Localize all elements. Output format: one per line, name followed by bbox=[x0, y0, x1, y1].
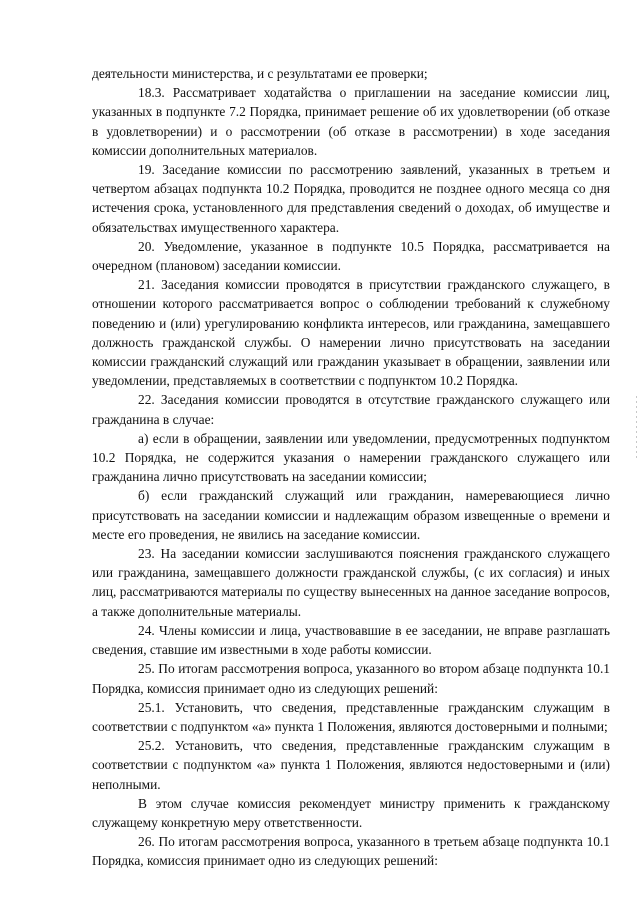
paragraph-25: 25. По итогам рассмотрения вопроса, указанного во втором абзаце подпункта 10.1 Порядка, комиссия принимает одно из следующих решений: bbox=[92, 661, 610, 696]
paragraph-continuation: деятельности министерства, и с результатами ее проверки; bbox=[92, 66, 428, 81]
paragraph-25-2: 25.2. Установить, что сведения, представленные гражданским служащим в соответствии с подпунктом «а» пункта 1 Положения, являются недостоверными и (или) неполными. bbox=[92, 738, 610, 792]
paragraph-19: 19. Заседание комиссии по рассмотрению заявлений, указанных в третьем и четвертом абзацах подпункта 10.2 Порядка, проводится не позднее одного месяца со дня истечения срока, установленного для представления сведений о доходах, об имуществе и обязательствах имущественного характера. bbox=[92, 162, 610, 235]
paragraph-18-3: 18.3. Рассматривает ходатайства о приглашении на заседание комиссии лиц, указанных в подпункте 7.2 Порядка, принимает решение об их удовлетворении (об отказе в удовлетворении) и о рассмотрении (об отказе в рассмотрении) в ходе заседания комиссии дополнительных материалов. bbox=[92, 85, 610, 158]
paragraph-22: 22. Заседания комиссии проводятся в отсутствие гражданского служащего или гражданина в случае: bbox=[92, 392, 610, 427]
document-body bbox=[92, 64, 610, 871]
paragraph-25-1: 25.1. Установить, что сведения, представленные гражданским служащим в соответствии с подпунктом «а» пункта 1 Положения, являются достоверными и полными; bbox=[92, 699, 610, 734]
paragraph-26: 26. По итогам рассмотрения вопроса, указанного в третьем абзаце подпункта 10.1 Порядка, комиссия принимает одно из следующих решений: bbox=[92, 834, 610, 869]
paragraph-22-b: б) если гражданский служащий или гражданин, намеревающиеся лично присутствовать на заседании комиссии и надлежащим образом извещенные о времени и месте его проведения, не явились на заседание комиссии. bbox=[92, 488, 610, 542]
scan-edge-mark bbox=[636, 396, 637, 460]
paragraph-21: 21. Заседания комиссии проводятся в присутствии гражданского служащего, в отношении которого рассматривается вопрос о соблюдении требований к служебному поведению и (или) урегулированию конфликта интересов, или гражданина, замещавшего должность гражданской службы. О намерении лично присутствовать на заседании комиссии гражданский служащий или гражданин указывает в обращении, заявлении или уведомлении, представляемых в соответствии с подпунктом 10.2 Порядка. bbox=[92, 277, 610, 389]
paragraph-24: 24. Члены комиссии и лица, участвовавшие в ее заседании, не вправе разглашать сведения, ставшие им известными в ходе работы комиссии. bbox=[92, 622, 610, 658]
paragraph-23: 23. На заседании комиссии заслушиваются пояснения гражданского служащего или гражданина, замещавшего должности гражданской службы, (с их согласия) и иных лиц, рассматриваются материалы по существу вынесенных на данное заседание вопросов, а также дополнительные материалы. bbox=[92, 546, 610, 619]
paragraph-22-a: а) если в обращении, заявлении или уведомлении, предусмотренных подпунктом 10.2 Порядка, не содержится указания о намерении гражданского служащего или гражданина лично присутствовать на заседании комиссии; bbox=[92, 430, 610, 485]
paragraph-25-2-note: В этом случае комиссия рекомендует министру применить к гражданскому служащему конкретную меру ответственности. bbox=[92, 795, 610, 830]
paragraph-20: 20. Уведомление, указанное в подпункте 10.5 Порядка, рассматривается на очередном (плановом) заседании комиссии. bbox=[92, 238, 610, 274]
